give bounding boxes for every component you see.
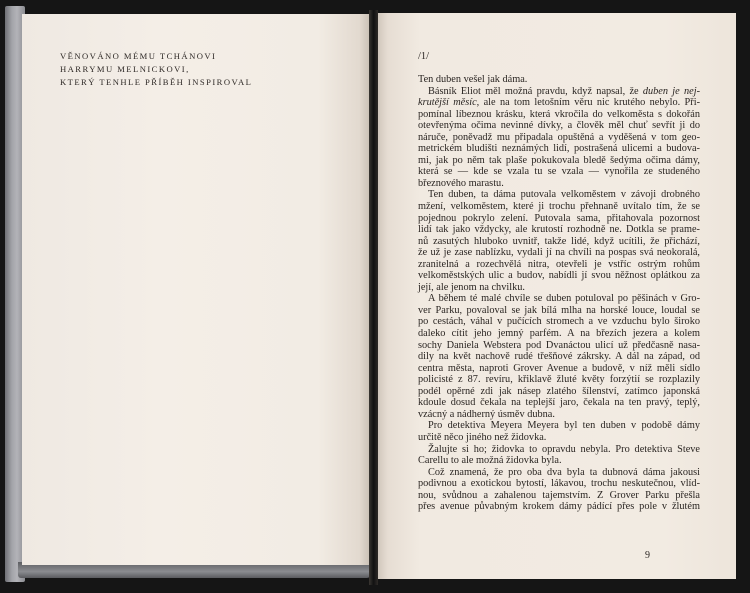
text-line: náruče, poněvadž mu připadala opuštěná a vyděšená v tom geo-: [418, 131, 700, 143]
text-line: metrickém bludišti neznámých lidí, postrašená ulicemi a budova-: [418, 143, 700, 155]
text-line: [418, 86, 700, 98]
text-segment: Básník Eliot měl možná pravdu, když napsal, že: [428, 85, 643, 97]
text-line: nou, svůdnou a zahalenou tajemstvím. Z Grover Parku přešla: [418, 489, 700, 501]
text-line: březnového marastu.: [418, 177, 504, 189]
text-line: Ten duben, ta dáma putovala velkoměstem v závoji drobného: [428, 189, 700, 201]
text-line: mžení, velkoměstem, které ji trochu přehnaně uvítalo tím, že se: [418, 201, 700, 213]
text-line: její, ale jenom na chvilku.: [418, 281, 525, 293]
text-line: Pro detektiva Meyera Meyera byl ten duben v podobě dámy: [428, 420, 700, 432]
text-line: dily na květ nachově rudé třešňové zákrsky. A dál na západ, od: [418, 351, 700, 363]
text-line: ver Parku, povaloval se jak bílá mlha na horské louce, loudal se: [418, 304, 700, 316]
italic-text-segment: duben je nej-: [642, 85, 700, 97]
text-line: Ten duben vešel jak dáma.: [418, 74, 528, 85]
text-line: po cestách, váhal v pučících stromech a ve vzduchu bylo široko: [418, 316, 700, 328]
chapter-number: /1/: [418, 51, 430, 62]
text-line: nů zasutých hluboko uvnitř, takže lidé, když ucítili, že přichází,: [418, 235, 700, 247]
text-line: otevřenýma očima nevinné dívky, a člověk měl chuť sevřít ji do: [418, 120, 700, 132]
text-segment: ale na tom letošním věru nic krutého nebylo. Při-: [479, 97, 701, 109]
text-line: daleko cítit jeho jemný parfém. A na březích jezera a kolem: [418, 328, 700, 340]
left-page: [22, 14, 370, 565]
italic-text-segment: krutější měsíc,: [418, 97, 480, 109]
text-line: A během té malé chvíle se duben potuloval po pěšinách v Gro-: [428, 293, 700, 305]
dedication-line: KTERÝ TENHLE PŘÍBĚH INSPIROVAL: [60, 77, 253, 87]
dedication-line: VĚNOVÁNO MÉMU TCHÁNOVI: [60, 51, 217, 61]
text-line: Carellu to ale možná židovka byla.: [418, 455, 562, 467]
page-number: 9: [645, 550, 650, 561]
text-line: policisté z 87. revíru, křiklavě žluté květy forzýtií se rozplazily: [418, 374, 700, 386]
text-line: pomínal líbeznou krásku, která vkročila do velkoměsta s dokořán: [418, 108, 700, 120]
text-line: Žalujte si ho; židovka to opravdu nebyla. Pro detektiva Steve: [428, 443, 700, 455]
text-line: podivnou a exotickou bytostí, lákavou, trochu neskutečnou, vlíd-: [418, 478, 700, 490]
text-line: kdoule dosud čekala na teplejší jaro, čekala na ten pravý, teplý,: [418, 397, 700, 409]
text-line: podél opěrné zdi jak násep zlatého šílenství, zatímco japonská: [418, 385, 700, 397]
text-line: že už je zase nablízku, vydali jí na chvíli na pospas svá neokoralá,: [418, 247, 700, 259]
text-line: přes avenue půvabným krokem dámy pádící přes pole v žlutém: [418, 501, 700, 513]
body-text: [418, 74, 700, 513]
text-line: centra města, naproti Grover Avenue a budově, v níž měli sídlo: [418, 362, 700, 374]
text-line: Což znamená, že pro oba dva byla ta dubnová dáma jakousi: [428, 466, 700, 478]
text-line: sochy Daniela Webstera pod Dvanáctou ulicí už předčasně nasa-: [418, 339, 700, 351]
book-gutter: [369, 10, 378, 585]
dedication: [60, 50, 252, 89]
text-line: lidí tak jako vždycky, ale krutostí rozhodně ne. Dotkla se prame-: [418, 224, 700, 236]
text-line: mi, jak po něm tak plaše pokukovala bledě šedýma očima dámy,: [418, 154, 700, 166]
text-line: [418, 97, 700, 109]
text-line: zranitelná a rozechvělá nitra, otevřeli je vstříc ostrým rohům: [418, 258, 700, 270]
text-line: která se — kde se vzala tu se vzala — vynořila ze studeného: [418, 166, 700, 178]
text-line: velkoměstských ulic a budov, nabídli jí svou něžnost oplátkou za: [418, 270, 700, 282]
text-line: pojednou pokrylo zelení. Putovala sama, přitahovala pozornost: [418, 212, 700, 224]
dedication-line: HARRYMU MELNICKOVI,: [60, 64, 190, 74]
text-line: určitě něco jiného než židovka.: [418, 431, 547, 443]
text-line: vzácný a nádherný úsměv dubna.: [418, 408, 555, 420]
